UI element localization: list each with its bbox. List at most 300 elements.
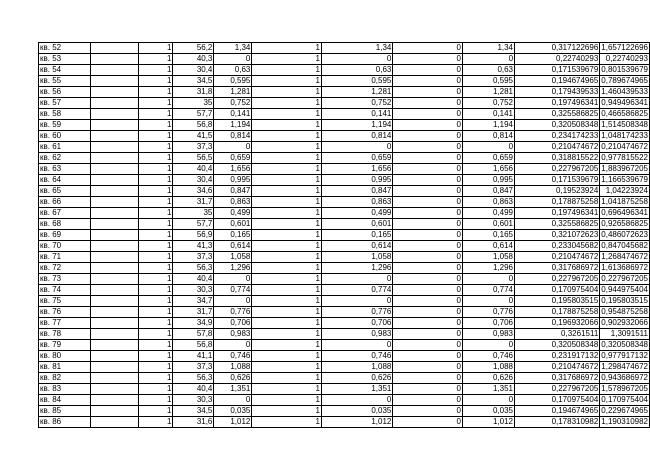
cell-value[interactable]: 1,058 [214,252,252,263]
cell-value[interactable]: 0,141 [321,109,392,120]
cell-value[interactable]: 1,656 [462,164,514,175]
cell-value[interactable]: 0,231917132 [515,351,600,362]
cell-apartment[interactable]: кв. 61 [39,142,91,153]
cell-value[interactable]: 0,983 [462,329,514,340]
cell-value[interactable]: 0 [393,395,463,406]
cell-value[interactable]: 31,7 [173,307,214,318]
cell-value[interactable]: 0,706 [462,318,514,329]
cell-value[interactable]: 0,601 [462,219,514,230]
cell-value[interactable]: 0,944975404 [601,285,648,294]
cell-value[interactable]: 0 [393,351,463,362]
cell-value[interactable]: 1 [252,153,322,164]
cell-value[interactable]: 1 [139,142,173,153]
cell-value[interactable]: 1 [252,142,322,153]
cell-value[interactable]: 1 [139,362,173,373]
cell-value[interactable]: 1 [252,274,322,285]
cell-value[interactable]: 41,5 [173,131,214,142]
cell-empty[interactable] [91,142,139,153]
cell-value[interactable]: 0,170975404 [601,395,648,404]
cell-apartment[interactable]: кв. 67 [39,208,91,219]
cell-value[interactable]: 1,04223924 [600,186,650,197]
cell-value[interactable]: 0,746 [462,351,514,362]
cell-value[interactable]: 56,8 [173,340,214,351]
cell-value[interactable]: 1 [139,164,173,175]
cell-value[interactable]: 1 [252,65,322,76]
cell-value[interactable]: 0,22740293 [600,54,650,65]
cell-value[interactable]: 34,7 [173,296,214,307]
cell-apartment[interactable]: кв. 64 [39,175,91,186]
cell-value[interactable]: 0,814 [321,131,392,142]
cell-value[interactable]: 40,4 [173,384,214,395]
cell-value[interactable]: 0 [393,186,463,197]
cell-value[interactable]: 0,466586825 [601,109,648,118]
cell-value[interactable]: 0,320508348 [515,120,600,131]
cell-empty[interactable] [91,395,139,406]
cell-value[interactable]: 0 [321,274,392,285]
cell-value[interactable]: 1 [139,285,173,296]
cell-value[interactable]: 31,6 [173,417,214,428]
cell-value[interactable]: 0 [393,252,463,263]
cell-value[interactable]: 56,8 [173,120,214,131]
cell-apartment[interactable]: кв. 54 [39,65,91,76]
cell-value[interactable]: 0,035 [462,406,514,417]
cell-value[interactable]: 1 [252,230,322,241]
cell-value[interactable]: 0,752 [321,98,392,109]
cell-value[interactable]: 0,63 [462,65,514,76]
cell-value[interactable]: 1 [139,197,173,208]
cell-value[interactable]: 0 [393,164,463,175]
cell-value[interactable]: 0 [462,296,514,307]
cell-apartment[interactable]: кв. 84 [39,395,91,406]
cell-value[interactable]: 0 [393,65,463,76]
cell-value[interactable]: 1,268474672 [601,252,648,261]
cell-value[interactable]: 0,229674965 [601,406,648,415]
cell-value[interactable]: 0 [214,395,252,406]
cell-value[interactable]: 0,949496341 [601,98,648,107]
cell-value[interactable]: 0,595 [462,76,514,87]
cell-value[interactable]: 1 [139,76,173,87]
cell-value[interactable]: 1,34 [214,43,252,54]
cell-value[interactable]: 1 [139,307,173,318]
cell-value[interactable]: 1 [252,362,322,373]
cell-empty[interactable] [91,175,139,186]
cell-value[interactable]: 0 [321,142,392,153]
cell-value[interactable]: 0,814 [462,131,514,142]
cell-value[interactable]: 0,196932066 [515,318,600,329]
cell-value[interactable]: 0,943686972 [601,373,648,382]
cell-empty[interactable] [91,43,139,54]
cell-value[interactable]: 0,614 [321,241,392,252]
cell-empty[interactable] [91,197,139,208]
cell-value[interactable]: 0,141 [214,109,252,120]
cell-value[interactable]: 1 [139,263,173,274]
cell-value[interactable]: 0,210474672 [601,142,648,151]
cell-value[interactable]: 0,614 [462,241,514,252]
cell-value[interactable]: 0 [393,219,463,230]
cell-value[interactable]: 1,656 [321,164,392,175]
cell-value[interactable]: 0,227967205 [515,164,600,175]
cell-value[interactable]: 0 [393,318,463,329]
cell-value[interactable]: 0 [393,153,463,164]
cell-value[interactable]: 0,954875258 [601,307,648,316]
cell-value[interactable]: 31,7 [173,197,214,208]
cell-apartment[interactable]: кв. 63 [39,164,91,175]
cell-value[interactable]: 0 [393,241,463,252]
cell-value[interactable]: 1 [252,186,322,197]
cell-empty[interactable] [91,329,139,340]
cell-apartment[interactable]: кв. 58 [39,109,91,120]
cell-value[interactable]: 30,3 [173,285,214,296]
cell-apartment[interactable]: кв. 57 [39,98,91,109]
cell-value[interactable]: 1 [252,285,322,296]
cell-empty[interactable] [91,87,139,98]
cell-value[interactable]: 0 [393,307,463,318]
cell-value[interactable]: 0,179439533 [515,87,600,98]
cell-empty[interactable] [91,274,139,285]
cell-value[interactable]: 0,318815522 [515,153,600,164]
cell-value[interactable]: 30,4 [173,65,214,76]
cell-value[interactable]: 0,995 [214,175,252,186]
cell-value[interactable]: 0,995 [462,175,514,186]
cell-value[interactable]: 0 [321,340,392,351]
cell-value[interactable]: 0,626 [321,373,392,384]
cell-value[interactable]: 1 [139,373,173,384]
cell-value[interactable]: 1 [139,87,173,98]
cell-value[interactable]: 1 [139,186,173,197]
cell-value[interactable]: 1 [252,219,322,230]
cell-value[interactable]: 1,883967205 [601,164,648,173]
cell-value[interactable]: 0,983 [321,329,392,340]
cell-value[interactable]: 1,190310982 [601,417,648,426]
cell-value[interactable]: 1,166539679 [601,175,648,184]
cell-value[interactable]: 0,776 [214,307,252,318]
cell-value[interactable]: 1 [252,417,322,428]
cell-value[interactable]: 1,088 [214,362,252,373]
cell-value[interactable]: 1,088 [462,362,514,373]
cell-value[interactable]: 0,63 [321,65,392,76]
cell-empty[interactable] [91,120,139,131]
cell-value[interactable]: 0 [393,285,463,296]
cell-value[interactable]: 0 [393,384,463,395]
cell-value[interactable]: 0,696496341 [601,208,648,217]
cell-value[interactable]: 1 [139,43,173,54]
cell-value[interactable]: 0,233045682 [515,241,600,252]
cell-empty[interactable] [91,296,139,307]
cell-value[interactable]: 1,34 [321,43,392,54]
cell-value[interactable]: 0,977815522 [601,153,648,162]
cell-value[interactable]: 0,847045682 [601,241,648,250]
cell-value[interactable]: 1,578967205 [601,384,648,393]
cell-value[interactable]: 0 [321,296,392,307]
cell-value[interactable]: 0,847 [462,186,514,197]
cell-value[interactable]: 0,977917132 [601,351,648,360]
cell-value[interactable]: 1 [252,384,322,395]
cell-value[interactable]: 1 [252,241,322,252]
cell-value[interactable]: 1 [252,98,322,109]
cell-empty[interactable] [91,98,139,109]
cell-apartment[interactable]: кв. 79 [39,340,91,351]
cell-value[interactable]: 0 [462,395,514,406]
cell-apartment[interactable]: кв. 59 [39,120,91,131]
cell-value[interactable]: 1 [139,153,173,164]
cell-value[interactable]: 1,351 [214,384,252,395]
cell-value[interactable]: 0,995 [321,175,392,186]
cell-apartment[interactable]: кв. 70 [39,241,91,252]
cell-value[interactable]: 1 [139,131,173,142]
cell-empty[interactable] [91,131,139,142]
cell-value[interactable]: 1 [139,65,173,76]
cell-apartment[interactable]: кв. 65 [39,186,91,197]
cell-empty[interactable] [91,208,139,219]
cell-value[interactable]: 56,3 [173,263,214,274]
cell-value[interactable]: 1 [139,340,173,351]
cell-empty[interactable] [91,384,139,395]
cell-value[interactable]: 0 [214,54,252,65]
cell-value[interactable]: 56,3 [173,373,214,384]
cell-value[interactable]: 0,22740293 [515,54,600,65]
cell-value[interactable]: 0 [393,406,463,417]
cell-value[interactable]: 0 [393,54,463,65]
cell-value[interactable]: 1 [139,54,173,65]
cell-apartment[interactable]: кв. 73 [39,274,91,285]
cell-value[interactable]: 1 [252,197,322,208]
cell-value[interactable]: 0,165 [214,230,252,241]
cell-value[interactable]: 1,514508348 [601,120,648,129]
cell-value[interactable]: 1 [139,109,173,120]
cell-value[interactable]: 0,789674965 [601,76,648,85]
cell-value[interactable]: 0,601 [321,219,392,230]
cell-value[interactable]: 0,926586825 [601,219,648,228]
cell-value[interactable]: 0,776 [462,307,514,318]
cell-value[interactable]: 0,706 [321,318,392,329]
cell-value[interactable]: 0,752 [214,98,252,109]
cell-value[interactable]: 40,3 [173,54,214,65]
cell-value[interactable]: 1 [252,351,322,362]
cell-value[interactable]: 0,227967205 [601,274,648,283]
cell-value[interactable]: 1 [252,329,322,340]
cell-value[interactable]: 0 [393,76,463,87]
cell-value[interactable]: 0,035 [214,406,252,417]
cell-value[interactable]: 1 [139,208,173,219]
cell-apartment[interactable]: кв. 80 [39,351,91,362]
cell-value[interactable]: 0,227967205 [515,384,600,395]
cell-value[interactable]: 1,298474672 [601,362,648,371]
cell-value[interactable]: 1,194 [321,120,392,131]
cell-value[interactable]: 1 [252,175,322,186]
cell-value[interactable]: 0,499 [462,208,514,219]
cell-value[interactable]: 0,197496341 [515,208,600,219]
cell-value[interactable]: 0,774 [214,285,252,296]
cell-value[interactable]: 0 [393,175,463,186]
cell-value[interactable]: 0,776 [321,307,392,318]
cell-apartment[interactable]: кв. 81 [39,362,91,373]
cell-value[interactable]: 37,3 [173,252,214,263]
cell-value[interactable]: 0 [393,340,463,351]
cell-apartment[interactable]: кв. 71 [39,252,91,263]
cell-value[interactable]: 0,774 [462,285,514,296]
cell-empty[interactable] [91,417,139,428]
cell-value[interactable]: 40,4 [173,164,214,175]
cell-empty[interactable] [91,230,139,241]
cell-value[interactable]: 1,058 [321,252,392,263]
cell-apartment[interactable]: кв. 83 [39,384,91,395]
cell-value[interactable]: 34,6 [173,186,214,197]
cell-value[interactable]: 0,178310982 [515,417,600,428]
cell-apartment[interactable]: кв. 72 [39,263,91,274]
cell-value[interactable]: 0 [393,274,463,285]
cell-value[interactable]: 0,626 [214,373,252,384]
cell-value[interactable]: 0,171539679 [515,65,600,76]
cell-apartment[interactable]: кв. 68 [39,219,91,230]
cell-value[interactable]: 41,1 [173,351,214,362]
cell-value[interactable]: 1,296 [321,263,392,274]
cell-value[interactable]: 0,774 [321,285,392,296]
cell-value[interactable]: 1,012 [321,417,392,428]
cell-empty[interactable] [91,241,139,252]
cell-apartment[interactable]: кв. 52 [39,43,91,54]
cell-value[interactable]: 0,210474672 [515,362,600,373]
cell-value[interactable]: 0,165 [462,230,514,241]
cell-value[interactable]: 56,2 [173,43,214,54]
cell-apartment[interactable]: кв. 82 [39,373,91,384]
cell-value[interactable]: 34,5 [173,76,214,87]
cell-value[interactable]: 0,659 [462,153,514,164]
cell-value[interactable]: 1,012 [214,417,252,428]
cell-empty[interactable] [91,54,139,65]
cell-value[interactable]: 1,041875258 [601,197,648,206]
cell-value[interactable]: 0 [321,395,392,406]
cell-value[interactable]: 0,171539679 [515,175,600,186]
cell-empty[interactable] [91,164,139,175]
cell-apartment[interactable]: кв. 62 [39,153,91,164]
cell-value[interactable]: 1 [252,395,322,406]
cell-value[interactable]: 1 [252,54,322,65]
cell-value[interactable]: 0,194674965 [515,76,600,87]
cell-value[interactable]: 0 [321,54,392,65]
cell-value[interactable]: 0 [393,43,463,54]
cell-value[interactable]: 57,7 [173,109,214,120]
cell-empty[interactable] [91,318,139,329]
cell-value[interactable]: 0 [462,54,514,65]
cell-value[interactable]: 0 [462,274,514,285]
cell-value[interactable]: 0,801539679 [601,65,648,74]
cell-value[interactable]: 1,058 [462,252,514,263]
cell-value[interactable]: 0,325586825 [515,219,600,230]
cell-value[interactable]: 0,170975404 [515,395,600,406]
cell-value[interactable]: 0 [393,87,463,98]
cell-value[interactable]: 0 [393,230,463,241]
cell-value[interactable]: 1 [139,417,173,428]
cell-value[interactable]: 0 [393,263,463,274]
cell-value[interactable]: 0,178875258 [515,197,600,208]
cell-value[interactable]: 1 [139,318,173,329]
cell-value[interactable]: 31,8 [173,87,214,98]
cell-value[interactable]: 0,195803515 [601,296,648,305]
cell-empty[interactable] [91,285,139,296]
cell-value[interactable]: 0,752 [462,98,514,109]
cell-value[interactable]: 0,659 [321,153,392,164]
cell-value[interactable]: 0,863 [214,197,252,208]
cell-value[interactable]: 0,317686972 [515,373,600,384]
cell-apartment[interactable]: кв. 85 [39,406,91,417]
cell-value[interactable]: 0,141 [462,109,514,120]
cell-value[interactable]: 1 [252,76,322,87]
cell-value[interactable]: 1 [139,384,173,395]
cell-value[interactable]: 34,5 [173,406,214,417]
cell-empty[interactable] [91,76,139,87]
cell-value[interactable]: 1,351 [321,384,392,395]
cell-value[interactable]: 37,3 [173,362,214,373]
cell-value[interactable]: 0,210474672 [515,142,600,153]
cell-apartment[interactable]: кв. 86 [39,417,91,428]
cell-value[interactable]: 0,325586825 [515,109,600,120]
cell-value[interactable]: 0,814 [214,131,252,142]
cell-value[interactable]: 0,614 [214,241,252,252]
cell-apartment[interactable]: кв. 78 [39,329,91,340]
cell-value[interactable]: 0 [393,142,463,153]
cell-empty[interactable] [91,351,139,362]
cell-value[interactable]: 0,035 [321,406,392,417]
cell-value[interactable]: 0,499 [321,208,392,219]
cell-value[interactable]: 1,281 [214,87,252,98]
cell-value[interactable]: 1 [139,395,173,406]
cell-apartment[interactable]: кв. 77 [39,318,91,329]
cell-value[interactable]: 1,012 [462,417,514,428]
cell-apartment[interactable]: кв. 76 [39,307,91,318]
cell-empty[interactable] [91,219,139,230]
cell-value[interactable]: 1 [139,329,173,340]
cell-empty[interactable] [91,307,139,318]
cell-value[interactable]: 0,170975404 [515,285,600,296]
cell-value[interactable]: 0 [214,296,252,307]
cell-empty[interactable] [91,362,139,373]
cell-value[interactable]: 1,657122696 [601,43,648,52]
cell-value[interactable]: 1,613686972 [601,263,648,272]
cell-value[interactable]: 0,165 [321,230,392,241]
cell-value[interactable]: 0 [393,98,463,109]
cell-value[interactable]: 1 [252,43,322,54]
cell-value[interactable]: 0 [214,274,252,285]
cell-value[interactable]: 1,460439533 [601,87,648,96]
cell-value[interactable]: 1 [252,252,322,263]
cell-empty[interactable] [91,252,139,263]
cell-value[interactable]: 0 [393,197,463,208]
cell-empty[interactable] [91,65,139,76]
cell-value[interactable]: 1 [252,164,322,175]
cell-value[interactable]: 37,3 [173,142,214,153]
cell-value[interactable]: 1 [252,131,322,142]
cell-value[interactable]: 1 [252,109,322,120]
cell-value[interactable]: 0 [393,296,463,307]
cell-value[interactable]: 1 [139,351,173,362]
cell-value[interactable]: 56,5 [173,153,214,164]
cell-value[interactable]: 0 [393,362,463,373]
cell-value[interactable]: 0,706 [214,318,252,329]
cell-value[interactable]: 0,63 [214,65,252,76]
cell-value[interactable]: 0,178875258 [515,307,600,318]
cell-value[interactable]: 1,194 [214,120,252,131]
cell-value[interactable]: 0 [393,417,463,428]
cell-value[interactable]: 0,863 [321,197,392,208]
cell-value[interactable]: 1 [252,307,322,318]
cell-apartment[interactable]: кв. 55 [39,76,91,87]
cell-apartment[interactable]: кв. 66 [39,197,91,208]
cell-value[interactable]: 0,227967205 [515,274,600,285]
cell-value[interactable]: 0 [393,109,463,120]
cell-value[interactable]: 1 [139,98,173,109]
cell-value[interactable]: 1,048174233 [601,131,648,140]
cell-value[interactable]: 0 [462,142,514,153]
